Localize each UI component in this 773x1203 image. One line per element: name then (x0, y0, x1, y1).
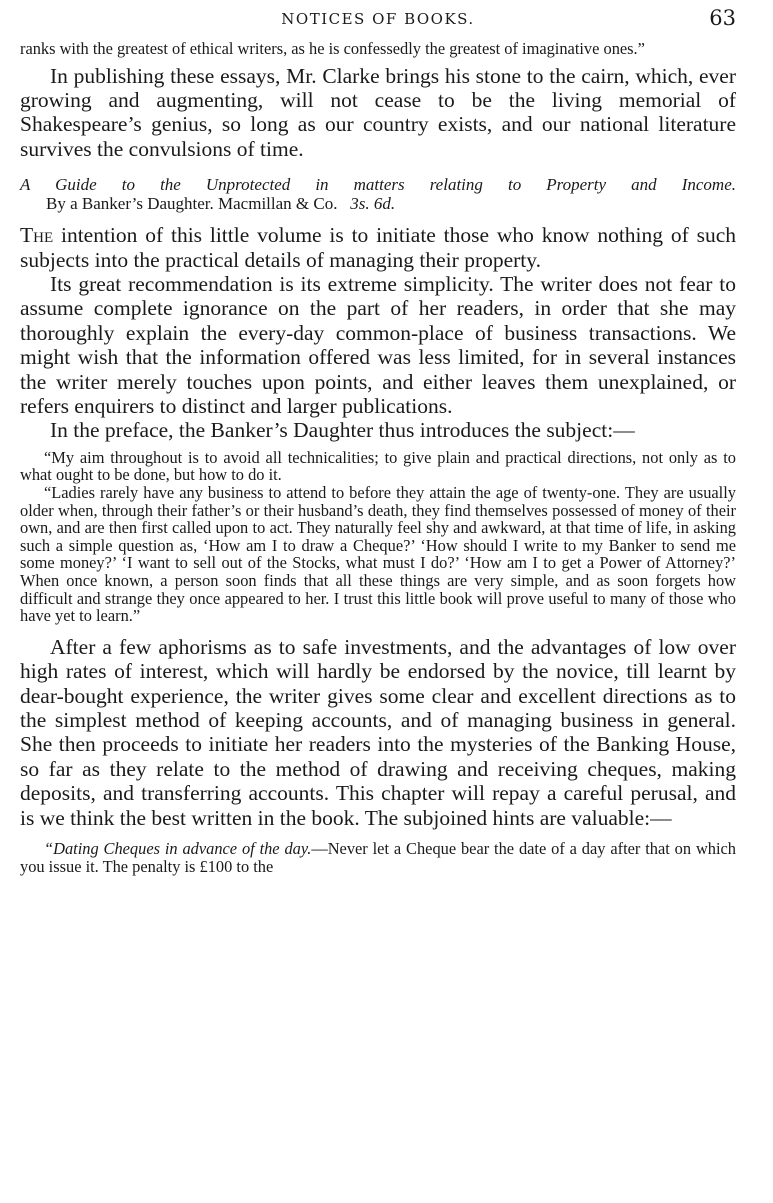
book-notice-heading (20, 175, 736, 213)
opening-word: The (20, 223, 54, 248)
review-paragraph-4: After a few aphorisms as to safe investments, and the advantages of low over high rates of interest, which will hardly be endorsed by the novice, till learnt by dear-bought experience, the writer gives some clear and excellent directions as to the simplest method of keeping accounts, and of managing business in general. She then proceeds to initiate her readers into the mysteries of the Banking House, so far as they relate to the method of drawing and receiving cheques, making deposits, and transferring accounts. This chapter will repay a careful perusal, and is we think the best written in the book. The subjoined hints are valuable:— (20, 634, 736, 830)
running-head (20, 6, 736, 40)
book-publication-details (20, 194, 736, 213)
review-paragraph-1 (20, 223, 736, 272)
hint-quote-heading: “Dating Cheques in advance of the day. (44, 839, 312, 859)
review-paragraph-2: Its great recommendation is its extreme simplicity. The writer does not fear to assume complete ignorance on the part of her readers, in order that she may thoroughly explain the every-day common-place of business transactions. We might wish that the information offered was less limited, for in several instances the writer merely touches upon points, and either leaves them unexplained, or refers enquirers to distinct and larger publications. (20, 272, 736, 419)
hint-quote-text: —Never let a Cheque bear the date of a day after that on which you issue it. The penalty is £100 to the (20, 839, 737, 876)
running-title: NOTICES OF BOOKS. (281, 10, 475, 28)
book-author-publisher: By a Banker’s Daughter. Macmillan & Co. (46, 194, 338, 214)
preface-quote-2: “Ladies rarely have any business to attend to before they attain the age of twenty-one. They are usually older when, through their father’s or their husband’s death, they find themselves possessed of money of their own, and are then first called upon to act. They naturally feel shy and awkward, at that time of life, in asking such a simple question as, ‘How am I to draw a Cheque?’ ‘How should I write to my Banker to send me some money?’ ‘I want to sell out of the Stocks, what must I do?’ ‘How am I to get a Power of Attorney?’ When once known, a person soon finds that all these things are very simple, and as soon forgets how difficult and strange they once appeared to her. I trust this little book will prove useful to many of those who have yet to learn.” (20, 483, 736, 626)
book-price: 3s. 6d. (350, 194, 396, 214)
preface-quote-1: “My aim throughout is to avoid all technicalities; to give plain and practical directions, not only as to what ought to be done, but how to do it. (20, 447, 736, 485)
page (20, 6, 736, 875)
page-number: 63 (709, 6, 736, 30)
review-paragraph-3: In the preface, the Banker’s Daughter thus introduces the subject:— (50, 418, 635, 443)
review-paragraph-1-text: intention of this little volume is to initiate those who know nothing of such subjects into the practical details of managing their property. (20, 223, 736, 272)
book-title: A Guide to the Unprotected in matters relating to Property and Income. (20, 175, 736, 195)
clarke-closing-paragraph: In publishing these essays, Mr. Clarke brings his stone to the cairn, which, ever growing and augmenting, will not cease to be the living memorial of Shakespeare’s genius, so long as our country exists, and our national literature survives the convulsions of time. (20, 63, 736, 161)
hint-quote (20, 840, 736, 875)
quote-continuation: ranks with the greatest of ethical writers, as he is confessedly the greatest of imaginative ones.” (20, 39, 645, 58)
